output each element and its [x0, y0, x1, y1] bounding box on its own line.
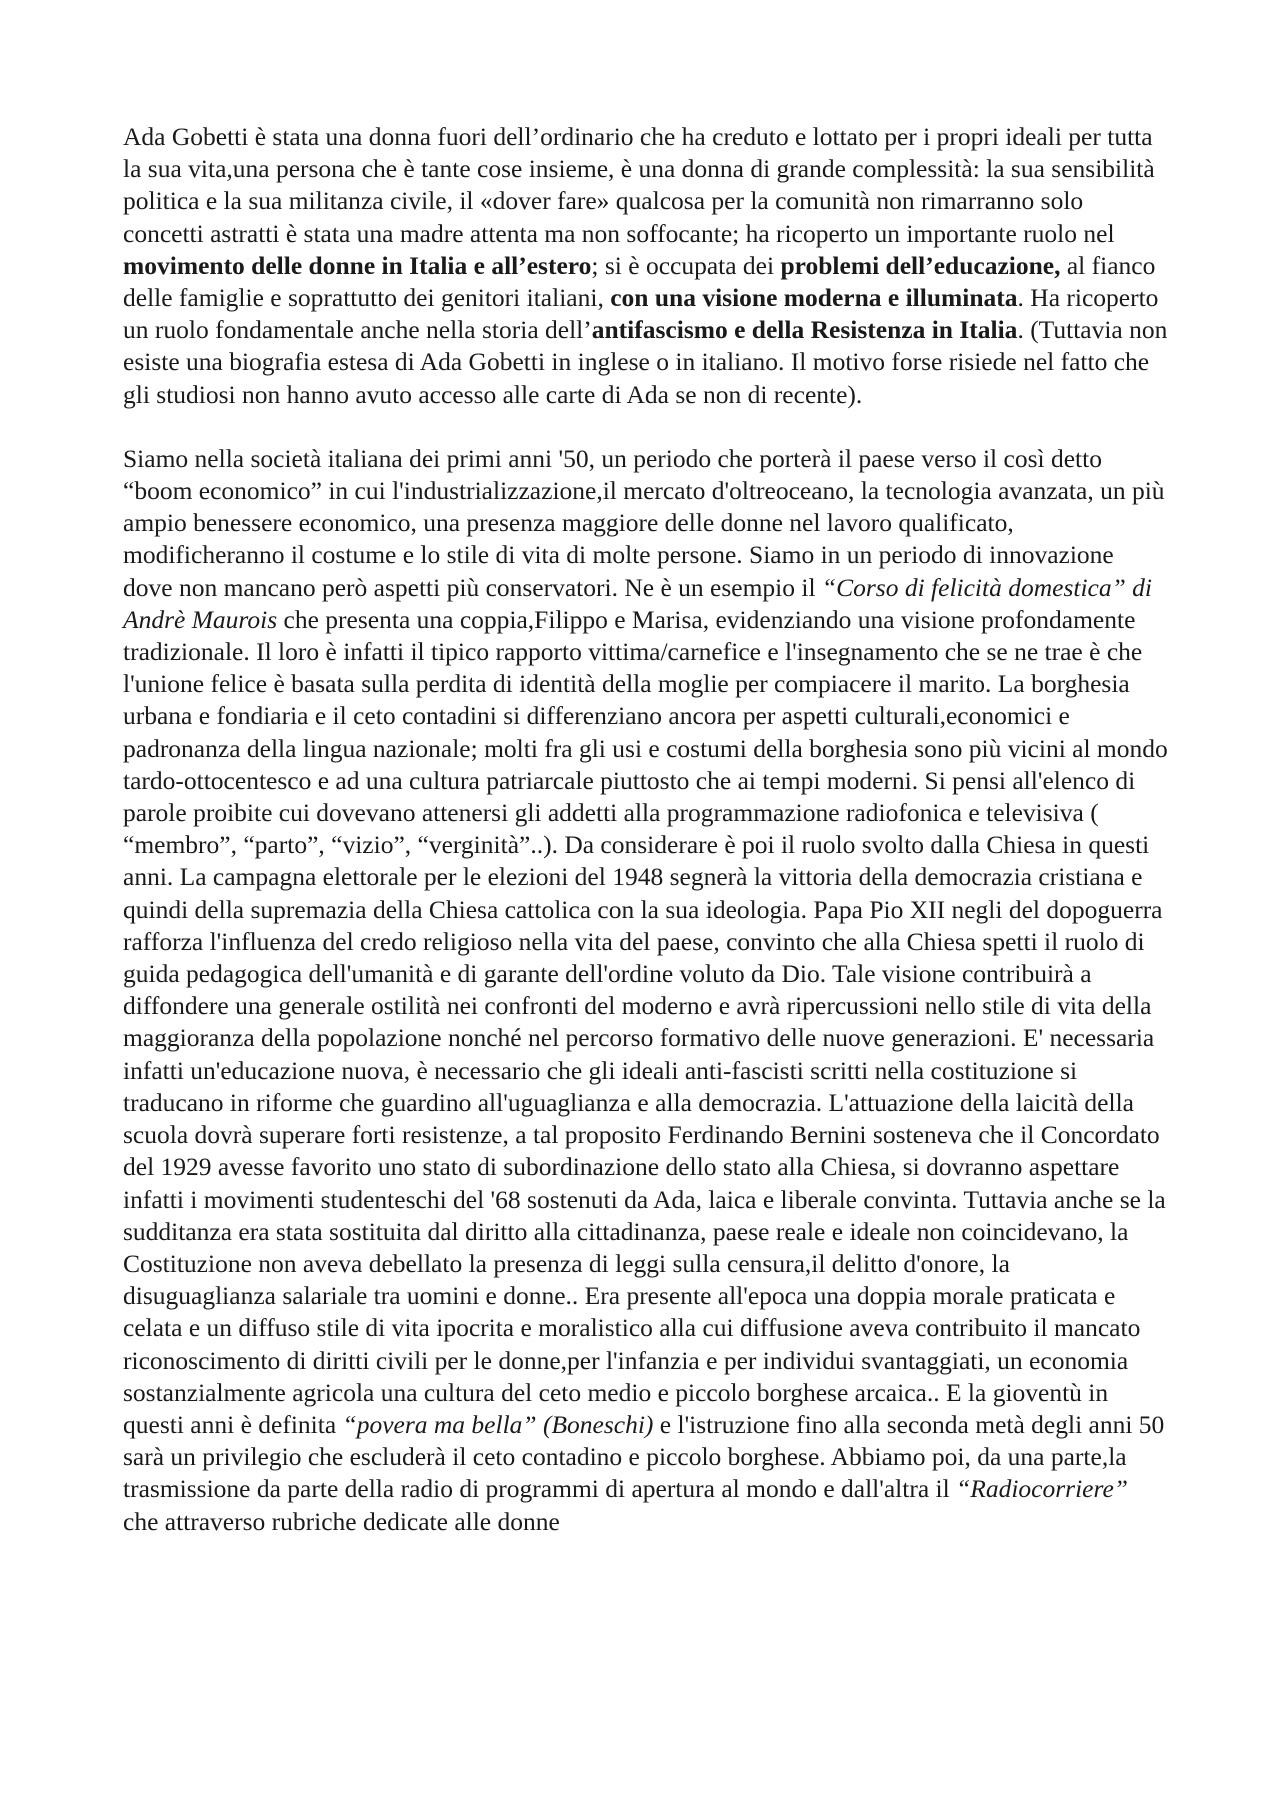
bold-phrase-antifascismo-resistenza: antifascismo e della Resistenza in Italia — [591, 315, 1018, 345]
text-run: che presenta una coppia,Filippo e Marisa, evidenziando una visione profondamente tradizionale. Il loro è infatti il tipico rapporto vittima/carnefice e l'insegnamento che se ne trae è che l'unione felice è basata sulla perdita di identità della moglie per compiacere il marito. La borghesia urbana e fondiaria e il ceto contadini si differenziano ancora per aspetti culturali,economici e padronanza della lingua nazionale; molti fra gli usi e costumi della borghesia sono più vicini al mondo tardo-ottocentesco e ad una cultura patriarcale piuttosto che ai tempi moderni. Si pensi all'elenco di parole proibite cui dovevano attenersi gli addetti alla programmazione radiofonica e televisiva ( “membro”, “parto”, “vizio”, “verginità”..). Da considerare è poi il ruolo svolto dalla Chiesa in questi anni. La campagna elettorale per le elezioni del 1948 segnerà la vittoria della democrazia cristiana e quindi della supremazia della Chiesa cattolica con la sua ideologia. Papa Pio XII negli del dopoguerra rafforza l'influenza del credo religioso nella vita del paese, convinto che alla Chiesa spetti il ruolo di guida pedagogica dell'umanità e di garante dell'ordine voluto da Dio. Tale visione contribuirà a diffondere una generale ostilità nei confronti del moderno e avrà ripercussioni nello stile di vita della maggioranza della popolazione nonché nel percorso formativo delle nuove generazioni. E' necessaria infatti un'educazione nuova, è necessario che gli ideali anti-fascisti scritti nella costituzione si traducano in riforme che guardino all'uguaglianza e alla democrazia. L'attuazione della laicità della scuola dovrà superare forti resistenze, a tal proposito Ferdinando Bernini sosteneva che il Concordato del 1929 avesse favorito uno stato di subordinazione dello stato alla Chiesa, si dovranno aspettare infatti i movimenti studenteschi del '68 sostenuti da Ada, laica e liberale convinta. Tuttavia anche se la sudditanza era stata sostituita dal diritto alla cittadinanza, paese reale e ideale non coincidevano, la Costituzione non aveva debellato la presenza di leggi sulla censura,il delitto d'onore, la disuguaglianza salariale tra uomini e donne.. Era presente all'epoca una doppia morale praticata e celata e un diffuso stile di vita ipocrita e moralistico alla cui diffusione aveva contribuito il mancato riconoscimento di diritti civili per le donne,per l'infanzia e per individui svantaggiati, un economia sostanzialmente agricola una cultura del ceto medio e piccolo borghese arcaica.. E la gioventù in questi anni è definita — [123, 604, 1168, 1439]
paragraph-italian-society-1950s — [123, 443, 1168, 1538]
bold-phrase-problemi-educazione: problemi dell’educazione, — [780, 250, 1061, 280]
bold-phrase-visione-moderna: con una visione moderna e illuminata — [610, 283, 1018, 313]
italic-title-corso-felicita: “Corso di felicità domestica” di Andrè Maurois — [123, 572, 1153, 634]
text-run: . Ha ricoperto un ruolo fondamentale anche nella storia dell’ — [123, 283, 1159, 345]
text-run: ; si è occupata dei — [591, 250, 781, 280]
text-run: e l'istruzione fino alla seconda metà degli anni 50 sarà un privilegio che escluderà il ceto contadino e piccolo borghese. Abbiamo poi, da una parte,la trasmissione da parte della radio di programmi di apertura al mondo e dall'altra il — [123, 1409, 1165, 1504]
paragraph-ada-gobetti-intro — [123, 121, 1168, 411]
italic-quote-povera-ma-bella: “povera ma bella” (Boneschi) — [342, 1409, 654, 1439]
italic-title-radiocorriere: “Radiocorriere” — [956, 1474, 1128, 1504]
text-run: al fianco delle famiglie e soprattutto dei genitori italiani, — [123, 250, 1156, 313]
text-run: . (Tuttavia non esiste una biografia estesa di Ada Gobetti in inglese o in italiano. Il motivo forse risiede nel fatto che gli studiosi non hanno avuto accesso alle carte di Ada se non di recente). — [123, 315, 1168, 409]
bold-phrase-movimento-donne: movimento delle donne in Italia e all’estero — [123, 250, 592, 280]
document-body — [123, 121, 1168, 1538]
text-run: che attraverso rubriche dedicate alle donne — [123, 1506, 560, 1536]
text-run: Ada Gobetti è stata una donna fuori dell’ordinario che ha creduto e lottato per i propri ideali per tutta la sua vita,una persona che è tante cose insieme, è una donna di grande complessità: la sua sensibilità politica e la sua militanza civile, il «dover fare» qualcosa per la comunità non rimarranno solo concetti astratti è stata una madre attenta ma non soffocante; ha ricoperto un importante ruolo nel — [123, 122, 1155, 248]
text-run: Siamo nella società italiana dei primi anni '50, un periodo che porterà il paese verso il così detto “boom economico” in cui l'industrializzazione,il mercato d'oltreoceano, la tecnologia avanzata, un più ampio benessere economico, una presenza maggiore delle donne nel lavoro qualificato, modificheranno il costume e lo stile di vita di molte persone. Siamo in un periodo di innovazione dove non mancano però aspetti più conservatori. Ne è un esempio il — [123, 443, 1165, 602]
